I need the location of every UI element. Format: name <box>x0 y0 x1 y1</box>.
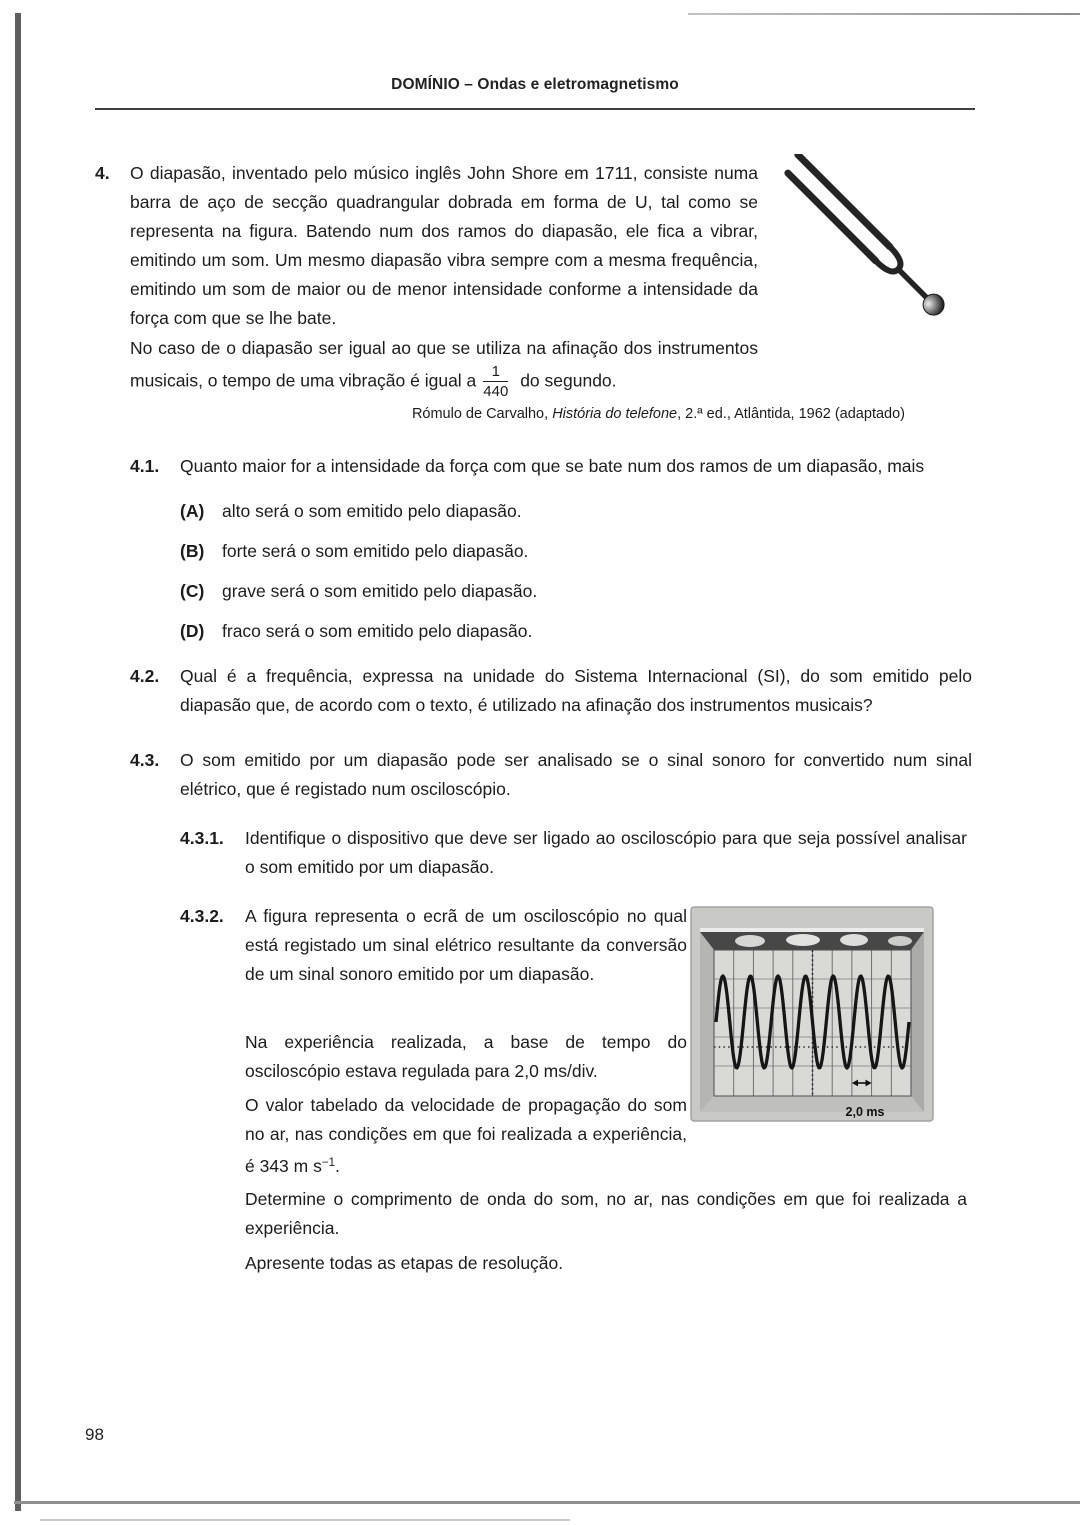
header-rule <box>95 108 975 110</box>
option-letter-c: (C) <box>180 581 205 601</box>
scope-bevel-bottom <box>700 1096 924 1112</box>
q43-number: 4.3. <box>130 750 160 770</box>
option-row-a <box>180 497 980 526</box>
q432-number: 4.3.2. <box>180 906 224 926</box>
scope-band-glare <box>888 936 912 946</box>
scope-band-glare <box>786 934 820 946</box>
fraction-numerator: 1 <box>483 363 508 382</box>
q432-para3 <box>245 1091 687 1181</box>
q41-options <box>180 497 980 657</box>
scope-band-glare <box>840 934 868 946</box>
fraction-denominator: 440 <box>483 383 509 401</box>
q432-para3-text: O valor tabelado da velocidade de propagação do som no ar, nas condições em que foi realizada a experiência, é 343 m s <box>245 1095 687 1176</box>
q431-text: Identifique o dispositivo que deve ser ligado ao osciloscópio para que seja possível analisar o som emitido por um diapasão. <box>245 828 967 877</box>
option-text-d: fraco será o som emitido pelo diapasão. <box>222 621 533 641</box>
q42-number: 4.2. <box>130 666 160 686</box>
scope-time-label: 2,0 ms <box>845 1105 885 1119</box>
q4-text-after-fraction: do segundo. <box>515 370 617 391</box>
q432-para3-period: . <box>334 1156 340 1176</box>
q431-number: 4.3.1. <box>180 828 224 848</box>
option-text-b: forte será o som emitido pelo diapasão. <box>222 541 529 561</box>
q432-para2: Na experiência realizada, a base de tempo do osciloscópio estava regulada para 2,0 ms/div. <box>245 1032 687 1081</box>
scope-bevel-left <box>700 932 714 1112</box>
source-citation <box>305 406 905 422</box>
fork-stem <box>898 269 926 297</box>
page-spine-line <box>15 13 21 1511</box>
q432-para4: Determine o comprimento de onda do som, no ar, nas condições em que foi realizada a experiência. <box>245 1189 967 1238</box>
fraction-1-440 <box>483 363 508 401</box>
page-bottom-rule <box>14 1501 1080 1504</box>
page-bottom-edge-line <box>40 1519 570 1521</box>
option-text-c: grave será o som emitido pelo diapasão. <box>222 581 538 601</box>
citation-edition: , 2.ª ed., Atlântida, 1962 (adaptado) <box>677 406 905 422</box>
q41-stem: Quanto maior for a intensidade da força com que se bate num dos ramos de um diapasão, mais <box>180 456 925 476</box>
option-letter-a: (A) <box>180 501 205 521</box>
q432-para5: Apresente todas as etapas de resolução. <box>245 1253 564 1273</box>
option-row-b <box>180 537 980 566</box>
citation-title: História do telefone <box>552 406 678 422</box>
q4-intro-paragraph: O diapasão, inventado pelo músico inglês John Shore em 1711, consiste numa barra de aço de secção quadrangular dobrada em forma de U, tal como se representa na figura. Batendo num dos ramos do diapasão, ele fica a vibrar, emitindo um som. Um mesmo diapasão vibra sempre com a mesma frequência, emitindo um som de maior ou de menor intensidade conforme a intensidade da força com que se lhe bate. <box>130 163 758 328</box>
oscilloscope-figure <box>690 906 934 1122</box>
page-top-edge-line <box>688 13 1080 15</box>
option-text-a: alto será o som emitido pelo diapasão. <box>222 501 522 521</box>
option-letter-b: (B) <box>180 541 205 561</box>
scope-bevel-right <box>911 932 924 1112</box>
option-row-c <box>180 577 980 606</box>
scope-top-highlight-strip <box>700 928 924 932</box>
q432-exponent: −1 <box>321 1157 335 1169</box>
q432-para1: A figura representa o ecrã de um osciloscópio no qual está registado um sinal elétrico resultante da conversão de um sinal sonoro emitido por um diapasão. <box>245 906 687 984</box>
tuning-fork-figure <box>770 154 955 326</box>
scope-band-glare <box>735 935 765 947</box>
q4-text-before-fraction: No caso de o diapasão ser igual ao que se utiliza na afinação dos instrumentos musicais, o tempo de uma vibração é igual a <box>130 338 758 391</box>
citation-author: Rómulo de Carvalho, <box>411 406 553 422</box>
option-row-d <box>180 617 980 646</box>
header-title: DOMÍNIO – Ondas e eletromagnetismo <box>391 76 679 93</box>
page-number: 98 <box>85 1425 104 1444</box>
q4-intro-continued <box>130 334 758 401</box>
q4-number: 4. <box>95 163 110 183</box>
q42-text: Qual é a frequência, expressa na unidade do Sistema Internacional (SI), do som emitido pelo diapasão que, de acordo com o texto, é utilizado na afinação dos instrumentos musicais? <box>180 666 972 715</box>
q43-text: O som emitido por um diapasão pode ser analisado se o sinal sonoro for convertido num sinal elétrico, que é registado num osciloscópio. <box>180 750 972 799</box>
q41-number: 4.1. <box>130 456 160 476</box>
option-letter-d: (D) <box>180 621 205 641</box>
